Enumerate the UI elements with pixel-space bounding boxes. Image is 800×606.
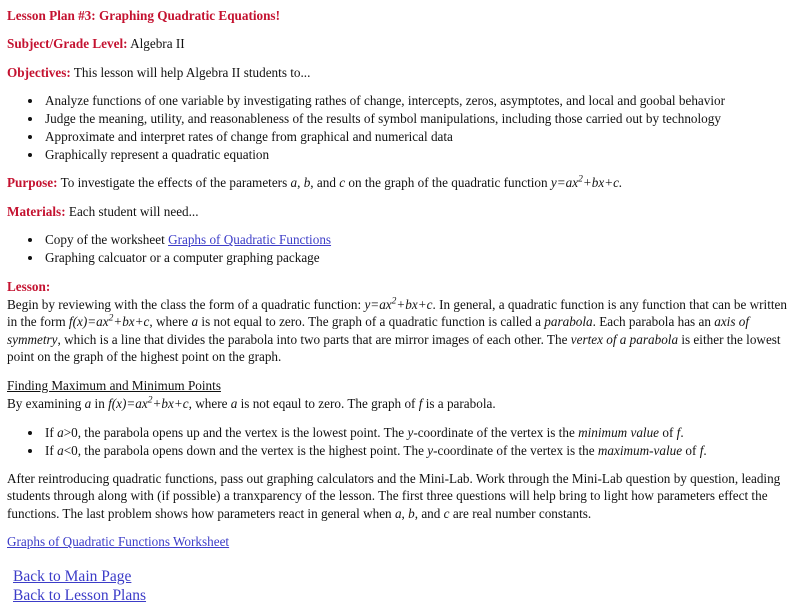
list-item: • Graphing calcuator or a computer graphing package [43,249,788,266]
bullet-1-b: >0, the parabola opens up and the vertex is the lowest point. The [63,424,408,440]
bullet-1-c: -coordinate of the vertex is the [413,424,579,440]
lesson-formula-1-pre: y=ax [364,297,392,313]
finding-formula [108,396,189,411]
bullet-2-var-a: a [57,442,64,458]
term-vertex-of-a-parabola: vertex of a parabola [570,331,679,347]
term-maximum-value: maximum-value [597,442,683,458]
lesson-p1-d: is not equal to zero. The graph of a quadratic function is called a [198,314,545,330]
list-item: • Analyze functions of one variable by investigating rathes of change, intercepts, zeros, asymptotes, and local and goobal behavior [43,92,788,109]
link-graphs-of-quadratic-functions-worksheet[interactable]: Graphs of Quadratic Functions Worksheet [7,534,230,550]
purpose-label: Purpose: [7,175,58,191]
term-parabola: parabola [544,314,593,330]
bullet-2-var-f: f [699,442,704,458]
bullet-1-var-f: f [676,424,681,440]
list-item [43,424,788,441]
subject-grade-level-value: Algebra II [127,36,185,52]
link-back-to-lesson-plans[interactable]: Back to Lesson Plans [13,587,147,605]
closing-var-c: c [443,505,450,521]
link-graphs-of-quadratic-functions[interactable]: Graphs of Quadratic Functions [168,232,332,248]
purpose-param-c: c [339,175,346,191]
purpose-formula [551,175,622,190]
finding-p-c: , where [188,396,231,412]
finding-formula-post: +bx+c [152,396,189,412]
max-min-bullet-list [7,424,788,459]
closing-a: After reintroducing quadratic functions, pass out graphing calculators and the Mini-Lab. Work through the Mini-Lab question by question, leading students through along with (if possible) a tranxparency of the lesson. The first three questions will help bring to light how parameters effect the functions. The last problem shows how parameters react in general when [7,470,781,521]
list-item: • Graphically represent a quadratic equation [43,146,788,163]
purpose-text-before: To investigate the effects of the parameters [57,175,291,191]
closing-b: , [401,505,409,521]
bullet-1-var-y: y [407,424,414,440]
link-back-to-main-page[interactable]: Back to Main Page [13,567,132,585]
closing-paragraph [7,470,788,522]
finding-p-e: is a parabola. [422,396,496,412]
objectives-value: This lesson will help Algebra II students to... [70,64,311,80]
finding-p-d: is not eqaul to zero. The graph of [237,396,419,412]
finding-formula-pre: f(x)=ax [108,396,148,412]
subject-grade-level-label: Subject/Grade Level: [7,36,128,52]
lesson-formula-2-exponent: 2 [108,314,114,325]
list-item [43,231,788,248]
finding-var-a: a [84,396,92,412]
list-item: • Approximate and interpret rates of change from graphical and numerical data [43,128,788,145]
finding-p-a: By examining [7,396,85,412]
lesson-formula-2-post: +bx+c [113,314,150,330]
bullet-2-a: If [45,442,58,458]
finding-max-min-heading: Finding Maximum and Minimum Points [7,377,221,393]
closing-d: are real number constants. [449,505,592,521]
bullet-2-c: -coordinate of the vertex is the [433,442,598,458]
lesson-p1-b: . In general, a quadratic function is any function that can be written in the form [7,297,787,330]
list-item: • Judge the meaning, utility, and reasonableness of the results of symbol manipulations, including those carried out by technology [43,110,788,127]
lesson-formula-2 [69,314,150,329]
purpose-formula-pre: y=ax [550,175,579,191]
materials-list [7,231,788,266]
lesson-formula-1-post: +bx+c [396,297,433,313]
objectives-line [7,64,788,81]
list-item [43,442,788,459]
finding-var-f: f [418,396,423,412]
closing-var-a: a [394,505,402,521]
bullet-2-b: <0, the parabola opens down and the vertex is the highest point. The [63,442,428,458]
subject-grade-level-line [7,35,788,52]
bullet-2-var-y: y [427,442,434,458]
finding-formula-exponent: 2 [147,395,153,406]
purpose-text-after: on the graph of the quadratic function [345,175,551,191]
purpose-param-a: a [290,175,298,191]
worksheet-link-block [7,533,788,550]
finding-max-min-paragraph [7,395,788,412]
objectives-label: Objectives: [7,64,71,80]
purpose-param-b: b [303,175,311,191]
lesson-p1-a: Begin by reviewing with the class the form of a quadratic function: [7,297,365,313]
lesson-formula-2-pre: f(x)=ax [68,314,109,330]
bullet-2-e: . [703,442,707,458]
bullet-1-d: of [659,424,677,440]
lesson-p1-e: . Each parabola has an [592,314,715,330]
materials-item-prefix: Copy of the worksheet [45,232,169,248]
bullet-1-var-a: a [57,424,64,440]
materials-line [7,203,788,220]
bullet-1-a: If [45,424,58,440]
purpose-text-mid1: , [297,175,304,191]
term-minimum-value: minimum value [578,424,660,440]
lesson-p1-f: , which is a line that divides the parabola into two parts that are mirror images of each other. The [57,331,571,347]
purpose-formula-exponent: 2 [578,175,583,186]
lesson-p1-c: , where [149,314,192,330]
purpose-line [7,174,788,191]
materials-label: Materials: [7,203,66,219]
page-title: Lesson Plan #3: Graphing Quadratic Equations! [7,8,280,23]
lesson-p1-g: is either the lowest point on the graph of the highest point on the graph. [7,331,781,365]
bottom-navigation-links [13,567,788,606]
purpose-formula-post: +bx+c. [582,175,623,191]
bullet-2-d: of [682,442,700,458]
bullet-1-e: . [680,424,684,440]
closing-c: , and [414,505,444,521]
lesson-label: Lesson: [7,278,51,294]
closing-var-b: b [408,505,415,521]
lesson-formula-1-exponent: 2 [391,296,397,307]
purpose-text-mid2: , and [310,175,340,191]
materials-value: Each student will need... [65,203,199,219]
finding-p-b: in [91,396,109,412]
lesson-formula-1 [364,297,432,312]
objectives-list [7,92,788,163]
lesson-var-a: a [191,314,199,330]
lesson-paragraph [7,296,788,366]
term-axis-of-symmetry: axis of symmetry [7,314,750,347]
finding-var-a-2: a [230,396,238,412]
